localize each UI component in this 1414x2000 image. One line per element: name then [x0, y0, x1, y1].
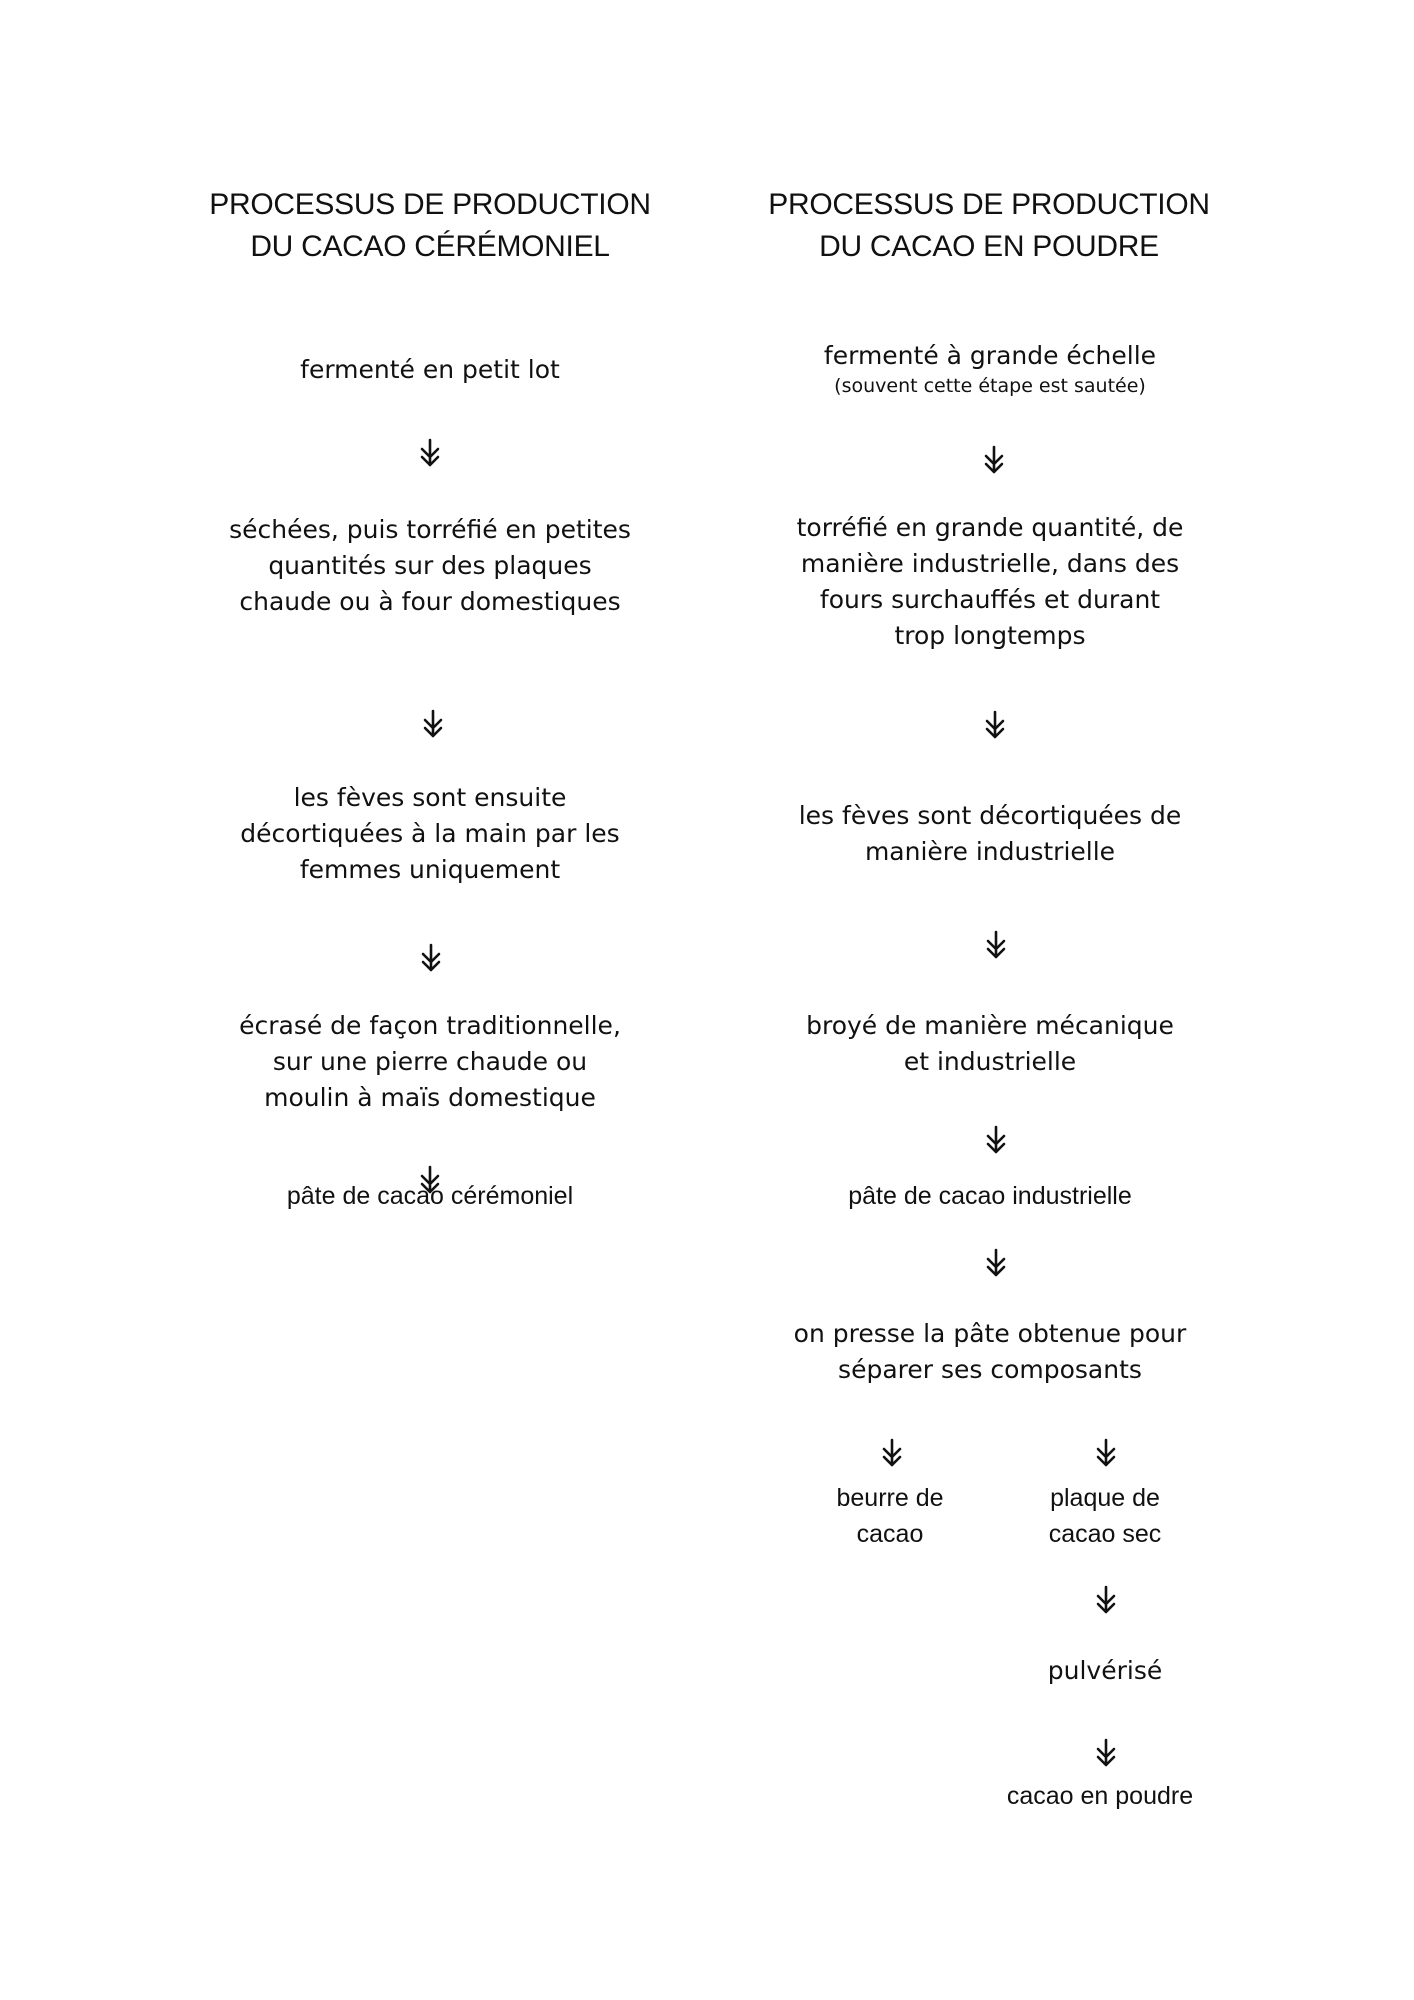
- left-result: pâte de cacao cérémoniel: [286, 1182, 574, 1210]
- right-step-4: broyé de manière mécanique et industrielle: [806, 1011, 1174, 1076]
- double-down-arrow-icon: [419, 943, 443, 973]
- double-down-arrow-icon: [984, 1248, 1008, 1278]
- double-down-arrow-icon: [418, 1165, 442, 1195]
- left-step-4: écrasé de façon traditionnelle, sur une pierre chaude ou moulin à maïs domestique: [239, 1011, 621, 1112]
- right-step-2: torréfié en grande quantité, de manière industrielle, dans des fours surchauffés et durant trop longtemps: [796, 513, 1184, 650]
- final-product: cacao en poudre: [1006, 1782, 1194, 1810]
- double-down-arrow-icon: [984, 930, 1008, 960]
- left-step-3: les fèves sont ensuite décortiquées à la main par les femmes uniquement: [240, 783, 620, 884]
- double-down-arrow-icon: [880, 1438, 904, 1468]
- double-down-arrow-icon: [1094, 1585, 1118, 1615]
- left-step-2: séchées, puis torréfié en petites quantités sur des plaques chaude ou à four domestiques: [229, 515, 631, 616]
- branch-butter: beurre de cacao: [836, 1484, 944, 1548]
- right-paste: pâte de cacao industrielle: [848, 1182, 1132, 1210]
- double-down-arrow-icon: [984, 1125, 1008, 1155]
- left-column-title: PROCESSUS DE PRODUCTION DU CACAO CÉRÉMONIEL: [209, 188, 651, 263]
- double-down-arrow-icon: [418, 438, 442, 468]
- double-down-arrow-icon: [983, 710, 1007, 740]
- right-step-1-note: (souvent cette étape est sautée): [834, 375, 1146, 397]
- double-down-arrow-icon: [421, 709, 445, 739]
- pulverize-step: pulvérisé: [1047, 1656, 1163, 1685]
- right-press: on presse la pâte obtenue pour séparer ses composants: [793, 1319, 1187, 1384]
- double-down-arrow-icon: [1094, 1438, 1118, 1468]
- branch-plate: plaque de cacao sec: [1048, 1484, 1162, 1548]
- right-step-1: fermenté à grande échelle: [823, 341, 1157, 370]
- right-step-3: les fèves sont décortiquées de manière industrielle: [798, 801, 1182, 866]
- double-down-arrow-icon: [1094, 1738, 1118, 1768]
- right-column-title: PROCESSUS DE PRODUCTION DU CACAO EN POUDRE: [768, 188, 1210, 263]
- double-down-arrow-icon: [982, 445, 1006, 475]
- left-step-1: fermenté en petit lot: [300, 355, 560, 384]
